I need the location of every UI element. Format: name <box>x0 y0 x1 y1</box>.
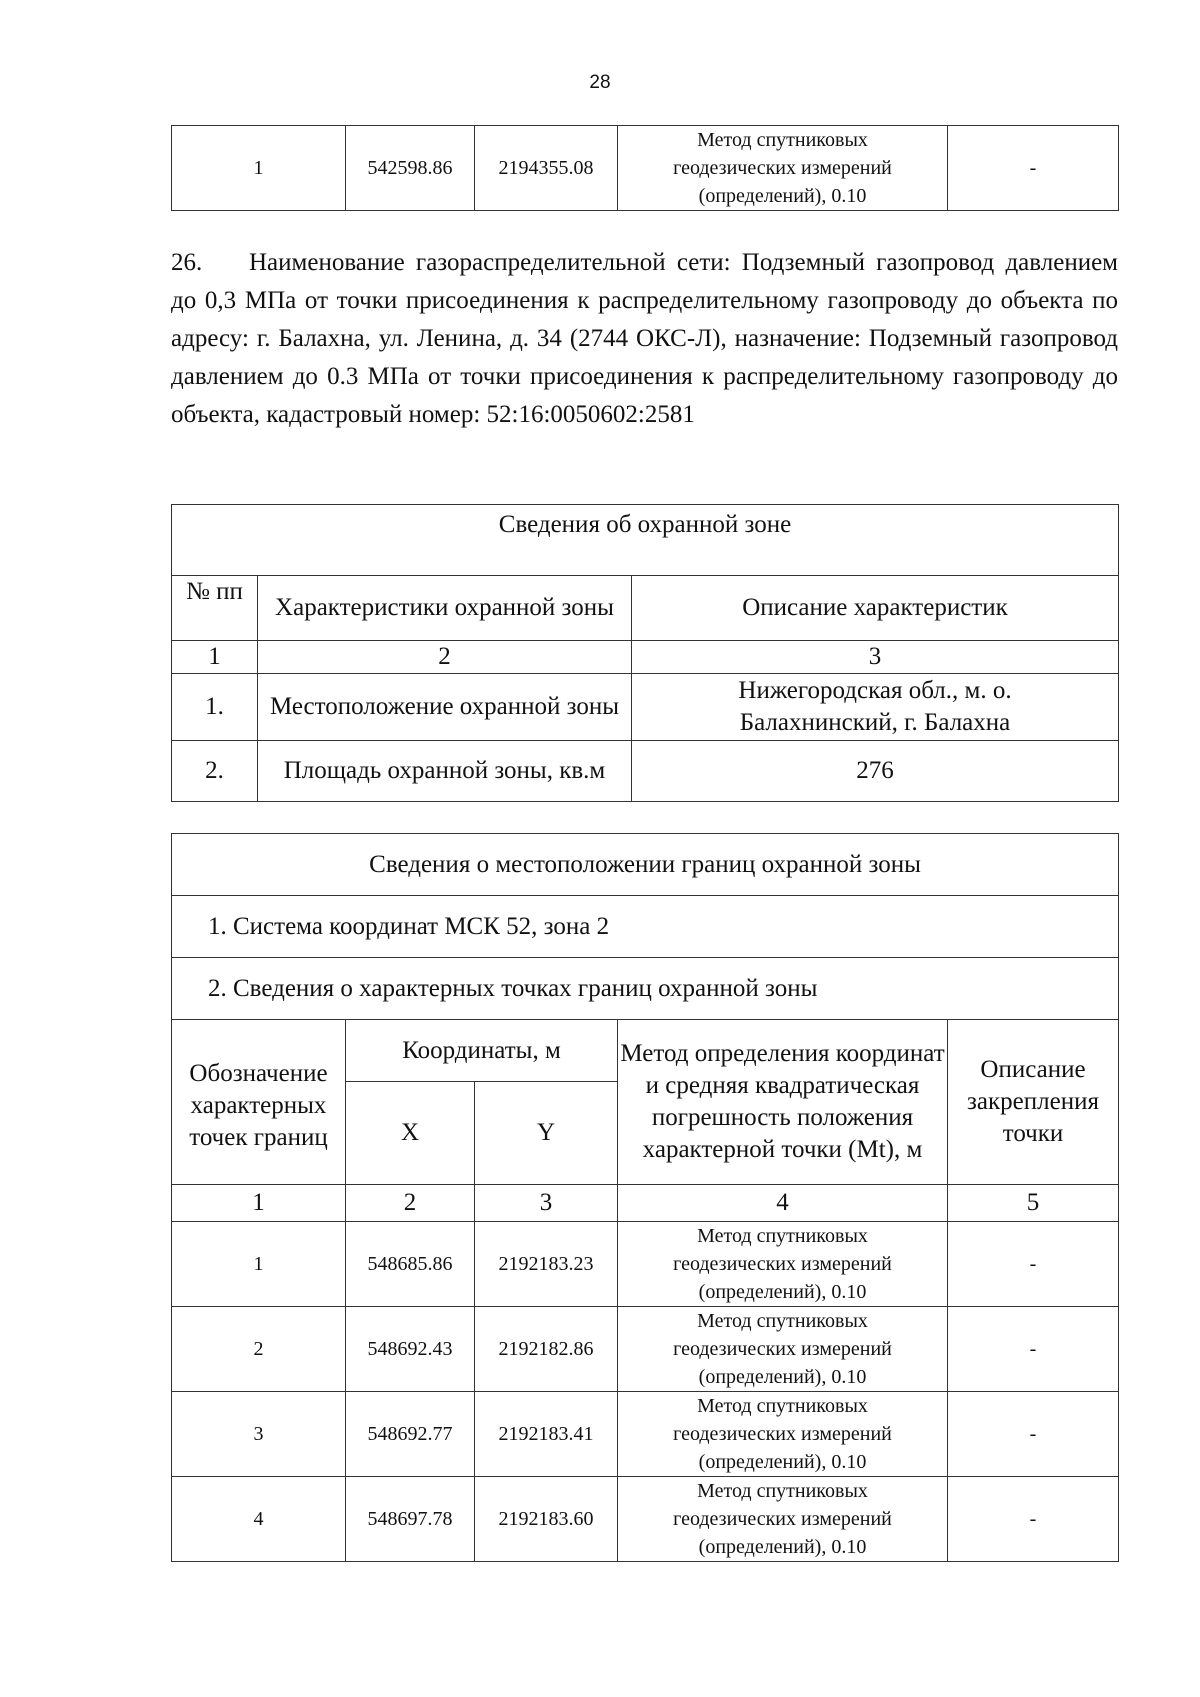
table-row <box>172 741 1119 802</box>
section-text: Наименование газораспределительной сети: Подземный газопровод давлением до 0,3 МПа от точки присоединения к распределительному газопроводу до объекта по адресу: г. Балахна, ул. Ленина, д. 34 (2744 ОКС-Л), назначение: Подземный газопровод давлением до 0.3 МПа от точки присоединения к распределительному газопроводу до объекта, кадастровый номер: 52:16:0050602:2581 <box>171 249 1118 428</box>
header-y: Y <box>475 1082 618 1185</box>
method-line: Метод спутниковых <box>697 129 868 151</box>
table-title-row <box>172 505 1119 576</box>
coordinate-y: 2194355.08 <box>475 126 618 211</box>
value-line: Нижегородская обл., м. о. <box>738 677 1012 704</box>
method-line: Метод спутниковых <box>697 1225 868 1247</box>
boundary-table <box>171 833 1119 1562</box>
column-number: 1 <box>172 1185 346 1222</box>
header-x: X <box>346 1082 475 1185</box>
method-line: геодезических измерений <box>673 1253 892 1275</box>
point-designation: 2 <box>172 1307 346 1392</box>
coordinate-y: 2192183.60 <box>475 1477 618 1562</box>
column-number-row <box>172 1185 1119 1222</box>
characteristic-name: Площадь охранной зоны, кв.м <box>258 741 632 802</box>
fixing-description: - <box>948 126 1119 211</box>
coordinate-y: 2192182.86 <box>475 1307 618 1392</box>
method-cell <box>618 1477 948 1562</box>
table-header-row <box>172 576 1119 641</box>
method-cell <box>618 1222 948 1307</box>
value-line: Балахнинский, г. Балахна <box>739 709 1011 736</box>
column-number: 5 <box>948 1185 1119 1222</box>
method-cell <box>618 1392 948 1477</box>
column-number: 2 <box>346 1185 475 1222</box>
header-coordinates: Координаты, м <box>346 1020 618 1082</box>
method-line: (определений), 0.10 <box>698 1451 867 1473</box>
characteristic-name: Местоположение охранной зоны <box>258 674 632 741</box>
method-line: геодезических измерений <box>673 157 892 179</box>
table-row <box>172 1392 1119 1477</box>
coordinate-x: 548697.78 <box>346 1477 475 1562</box>
coordinate-x: 548685.86 <box>346 1222 475 1307</box>
header-description: Описание характеристик <box>632 576 1119 641</box>
section-number: 26. <box>171 249 203 276</box>
fixing-description: - <box>948 1477 1119 1562</box>
column-number: 4 <box>618 1185 948 1222</box>
method-line: Метод спутниковых <box>697 1310 868 1332</box>
point-designation: 1 <box>172 1222 346 1307</box>
method-line: (определений), 0.10 <box>698 1366 867 1388</box>
fixing-description: - <box>948 1307 1119 1392</box>
point-designation: 4 <box>172 1477 346 1562</box>
table-title-row <box>172 834 1119 896</box>
characteristic-value: 276 <box>632 741 1119 802</box>
table-subtitle-row <box>172 958 1119 1020</box>
header-designation: Обозначение характерных точек границ <box>172 1020 346 1185</box>
header-characteristic: Характеристики охранной зоны <box>258 576 632 641</box>
characteristic-value <box>632 674 1119 741</box>
method-line: (определений), 0.10 <box>698 185 867 207</box>
method-line: геодезических измерений <box>673 1508 892 1530</box>
coordinate-x: 548692.43 <box>346 1307 475 1392</box>
header-num: № пп <box>172 576 258 641</box>
page-number: 28 <box>589 72 611 93</box>
row-number: 2. <box>172 741 258 802</box>
section-paragraph <box>171 244 1118 434</box>
carry-over-table <box>171 125 1119 211</box>
method-line: Метод спутниковых <box>697 1480 868 1502</box>
method-cell <box>618 1307 948 1392</box>
point-designation: 1 <box>172 126 346 211</box>
table-row <box>172 674 1119 741</box>
column-number: 3 <box>475 1185 618 1222</box>
table-header-row <box>172 1020 1119 1082</box>
coordinate-x: 542598.86 <box>346 126 475 211</box>
method-line: (определений), 0.10 <box>698 1281 867 1303</box>
coordinate-x: 548692.77 <box>346 1392 475 1477</box>
column-number: 3 <box>632 641 1119 674</box>
zone-info-table <box>171 504 1119 802</box>
header-fixing: Описание закрепления точки <box>948 1020 1119 1185</box>
method-line: геодезических измерений <box>673 1423 892 1445</box>
coordinate-system: 1. Система координат МСК 52, зона 2 <box>172 896 1119 958</box>
table-subtitle-row <box>172 896 1119 958</box>
point-designation: 3 <box>172 1392 346 1477</box>
fixing-description: - <box>948 1222 1119 1307</box>
fixing-description: - <box>948 1392 1119 1477</box>
method-line: геодезических измерений <box>673 1338 892 1360</box>
table-row <box>172 1477 1119 1562</box>
method-line: (определений), 0.10 <box>698 1536 867 1558</box>
coordinate-y: 2192183.23 <box>475 1222 618 1307</box>
method-line: Метод спутниковых <box>697 1395 868 1417</box>
column-number: 2 <box>258 641 632 674</box>
coordinate-y: 2192183.41 <box>475 1392 618 1477</box>
zone-info-title: Сведения об охранной зоне <box>172 505 1119 576</box>
points-heading: 2. Сведения о характерных точках границ охранной зоны <box>172 958 1119 1020</box>
table-row <box>172 1307 1119 1392</box>
row-number: 1. <box>172 674 258 741</box>
column-number-row <box>172 641 1119 674</box>
boundary-title: Сведения о местоположении границ охранной зоны <box>172 834 1119 896</box>
table-row <box>172 126 1119 211</box>
table-row <box>172 1222 1119 1307</box>
column-number: 1 <box>172 641 258 674</box>
header-method: Метод определения координат и средняя квадратическая погрешность положения характерной точки (Mt), м <box>618 1020 948 1185</box>
method-cell <box>618 126 948 211</box>
